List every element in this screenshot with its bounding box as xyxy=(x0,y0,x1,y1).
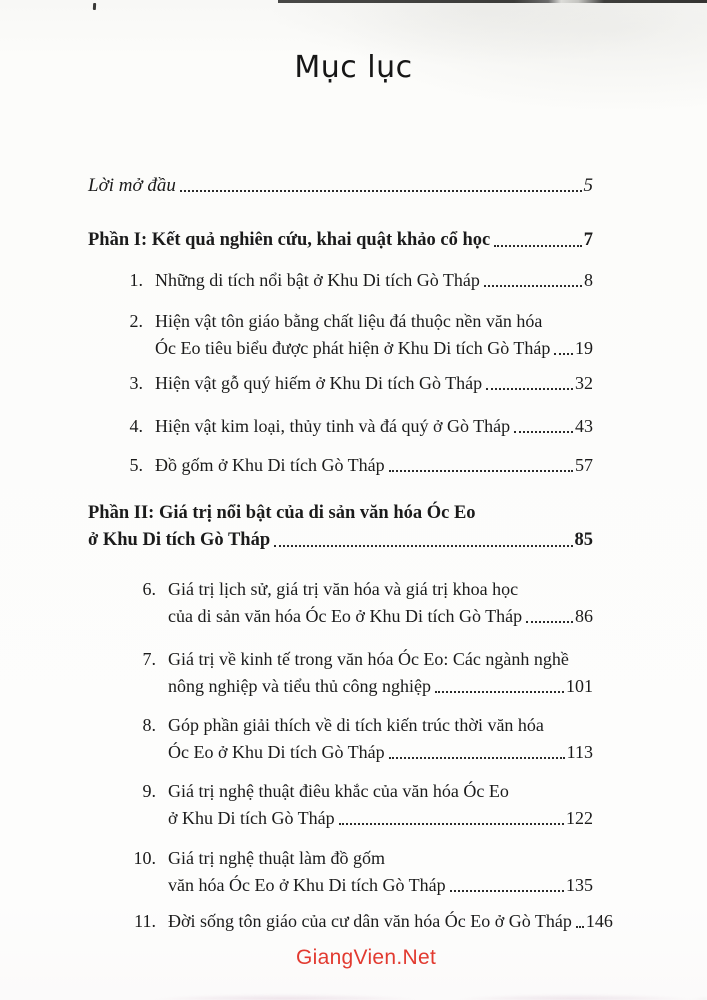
toc-item-1 xyxy=(88,267,593,294)
toc-item-title: Giá trị nghệ thuật làm đồ gốm xyxy=(168,848,385,868)
toc-item-8 xyxy=(88,712,593,766)
toc-item-page: 57 xyxy=(575,455,593,475)
toc-item-number: 1. xyxy=(129,270,143,290)
dot-leader xyxy=(576,926,584,928)
dot-leader xyxy=(339,823,564,825)
toc-item-title: Giá trị về kinh tế trong văn hóa Óc Eo: Các ngành nghề xyxy=(168,649,569,669)
toc-item-number: 10. xyxy=(133,848,156,868)
toc-item-9 xyxy=(88,778,593,832)
dot-leader xyxy=(494,245,581,247)
toc-item-5 xyxy=(88,452,593,479)
toc-part1-heading xyxy=(88,227,593,254)
toc-item-page: 8 xyxy=(584,270,593,290)
toc-preface-entry xyxy=(88,172,593,199)
toc-item-2 xyxy=(88,308,593,362)
dot-leader xyxy=(274,545,572,547)
toc-item-page: 86 xyxy=(575,606,593,626)
toc-item-number: 7. xyxy=(142,649,156,669)
toc-part1-label: Phần I: Kết quả nghiên cứu, khai quật khảo cổ học xyxy=(88,230,491,250)
toc-item-3 xyxy=(88,370,593,397)
dot-leader xyxy=(484,285,582,287)
toc-item-page: 146 xyxy=(585,911,613,931)
toc-item-11 xyxy=(88,908,613,935)
dot-leader xyxy=(435,691,564,693)
toc-item-number: 4. xyxy=(129,416,143,436)
dot-leader xyxy=(450,890,564,892)
toc-item-title-line2: Óc Eo tiêu biểu được phát hiện ở Khu Di tích Gò Tháp xyxy=(155,338,551,358)
scan-artifact-top-edge xyxy=(278,0,707,3)
scan-artifact-speck xyxy=(93,3,96,10)
toc-item-title: Đồ gốm ở Khu Di tích Gò Tháp xyxy=(155,455,385,475)
toc-item-number: 2. xyxy=(129,311,143,331)
toc-item-page: 135 xyxy=(566,875,593,895)
watermark-text: GiangVien.Net xyxy=(296,946,437,969)
dot-leader xyxy=(554,353,573,355)
toc-part2-page: 85 xyxy=(574,530,593,550)
toc-item-title-line2: văn hóa Óc Eo ở Khu Di tích Gò Tháp xyxy=(168,875,446,895)
toc-item-title-line2: nông nghiệp và tiểu thủ công nghiệp xyxy=(168,676,431,696)
toc-item-7 xyxy=(88,646,593,700)
toc-item-page: 101 xyxy=(566,676,593,696)
toc-item-6 xyxy=(88,576,593,630)
toc-item-title: Giá trị lịch sử, giá trị văn hóa và giá trị khoa học xyxy=(168,579,519,599)
toc-item-number: 9. xyxy=(142,781,156,801)
toc-item-page: 43 xyxy=(575,416,593,436)
toc-item-page: 19 xyxy=(575,338,593,358)
toc-item-4 xyxy=(88,413,593,440)
toc-item-title-line2: của di sản văn hóa Óc Eo ở Khu Di tích Gò Tháp xyxy=(168,606,523,626)
dot-leader xyxy=(526,621,573,623)
toc-item-title: Những di tích nổi bật ở Khu Di tích Gò Tháp xyxy=(155,270,480,290)
toc-item-number: 8. xyxy=(142,715,156,735)
toc-item-title: Hiện vật tôn giáo bằng chất liệu đá thuộc nền văn hóa xyxy=(155,311,543,331)
toc-item-number: 3. xyxy=(129,373,143,393)
toc-item-page: 32 xyxy=(575,373,593,393)
page-title: Mục lục xyxy=(294,50,413,85)
toc-item-title: Hiện vật gỗ quý hiếm ở Khu Di tích Gò Tháp xyxy=(155,373,483,393)
toc-part2-label-line2: ở Khu Di tích Gò Tháp xyxy=(88,530,271,550)
toc-item-title: Đời sống tôn giáo của cư dân văn hóa Óc Eo ở Gò Tháp xyxy=(168,911,572,931)
toc-preface-label: Lời mở đầu xyxy=(88,175,176,196)
scan-artifact-bottom-smudge xyxy=(95,991,707,1000)
toc-item-title-line2: Óc Eo ở Khu Di tích Gò Tháp xyxy=(168,742,385,762)
dot-leader xyxy=(486,388,573,390)
toc-item-title: Góp phần giải thích về di tích kiến trúc thời văn hóa xyxy=(168,715,544,735)
toc-preface-page: 5 xyxy=(583,175,593,196)
toc-item-number: 5. xyxy=(129,455,143,475)
table-of-contents xyxy=(88,172,613,935)
dot-leader xyxy=(180,190,582,192)
toc-item-page: 113 xyxy=(566,742,593,762)
toc-part1-page: 7 xyxy=(583,230,593,250)
toc-item-title-line2: ở Khu Di tích Gò Tháp xyxy=(168,808,335,828)
toc-item-title: Hiện vật kim loại, thủy tinh và đá quý ở Gò Tháp xyxy=(155,416,511,436)
toc-part2-heading xyxy=(88,500,593,554)
dot-leader xyxy=(389,470,573,472)
toc-item-title: Giá trị nghệ thuật điêu khắc của văn hóa Óc Eo xyxy=(168,781,509,801)
toc-part2-label-line1: Phần II: Giá trị nổi bật của di sản văn hóa Óc Eo xyxy=(88,503,476,523)
toc-item-number: 11. xyxy=(134,911,156,931)
dot-leader xyxy=(514,431,573,433)
toc-item-10 xyxy=(88,845,593,899)
toc-item-number: 6. xyxy=(142,579,156,599)
toc-item-page: 122 xyxy=(566,808,593,828)
dot-leader xyxy=(389,757,565,759)
